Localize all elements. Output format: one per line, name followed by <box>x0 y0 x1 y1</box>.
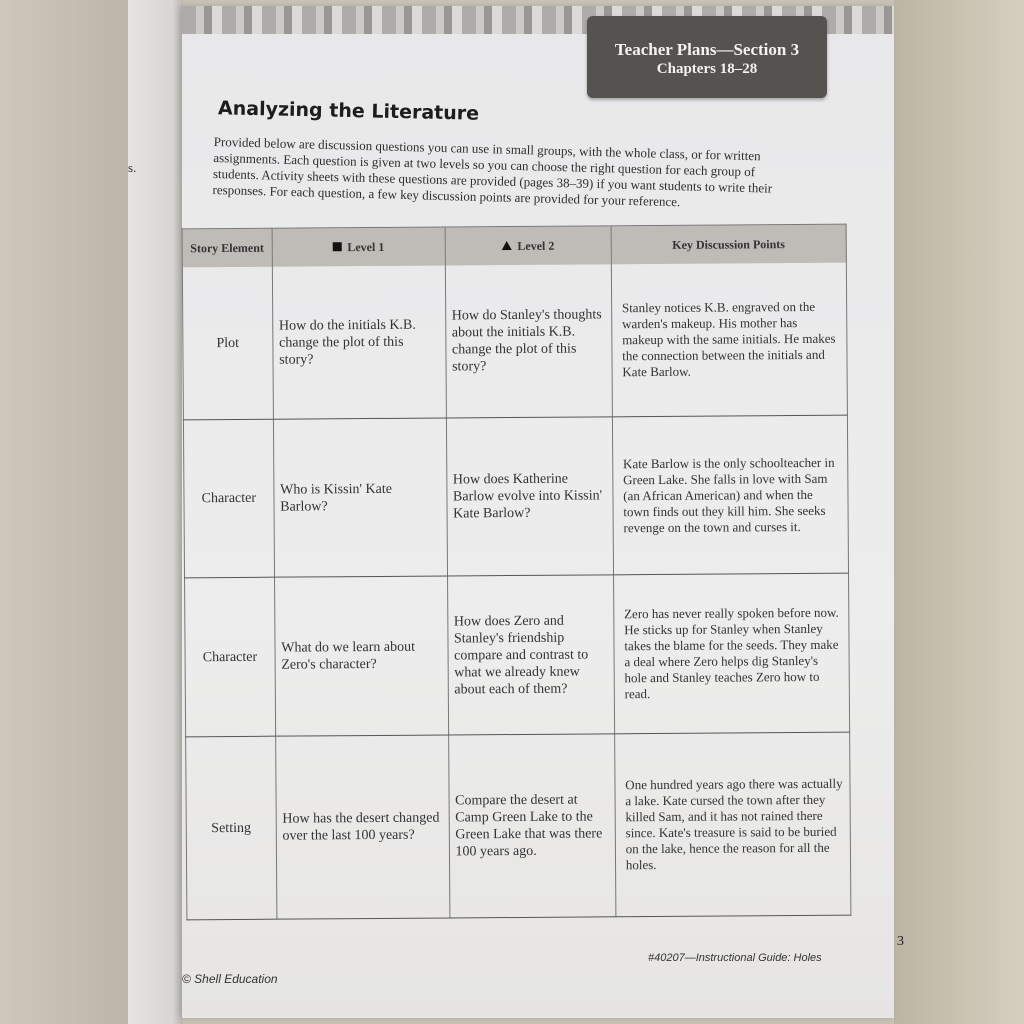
level-2-question: How do Stanley's thoughts about the initials K.B. change the plot of this story? <box>445 264 612 418</box>
level-1-question: What do we learn about Zero's character? <box>274 576 448 736</box>
level-1-question: How do the initials K.B. change the plot of this story? <box>272 265 446 419</box>
table-row <box>183 415 848 578</box>
page-number: 3 <box>897 934 904 949</box>
background-right <box>894 0 1024 1024</box>
story-element-cell: Character <box>185 577 276 737</box>
level-1-question: How has the desert changed over the last 100 years? <box>275 735 449 919</box>
square-icon <box>332 242 341 251</box>
key-discussion-points: Kate Barlow is the only schoolteacher in Green Lake. She falls in love with Sam (an African American) and when the town finds out they kill him. She seeks revenge on the town and curses it. <box>612 415 848 575</box>
page-title: Analyzing the Literature <box>217 97 480 125</box>
header-level-1-label: Level 1 <box>347 239 385 254</box>
book-page <box>182 6 904 1018</box>
table-header-row <box>182 224 846 267</box>
header-key-points: Key Discussion Points <box>611 224 846 264</box>
previous-page-fragment: s. <box>128 160 137 175</box>
key-discussion-points: One hundred years ago there was actually a lake. Kate cursed the town after they killed Sam, and it has not rained there since. Kate's treasure is said to be buried on the lake, hence the reason for all the holes. <box>614 732 850 917</box>
level-2-question: How does Zero and Stanley's friendship compare and contrast to what we already knew about each of them? <box>447 575 614 735</box>
story-element-cell: Plot <box>182 267 273 420</box>
discussion-table <box>182 224 852 921</box>
section-tab-title: Teacher Plans—Section 3 <box>614 40 800 59</box>
triangle-icon <box>501 241 511 250</box>
level-2-question: Compare the desert at Camp Green Lake to the Green Lake that was there 100 years ago. <box>448 734 616 918</box>
story-element-cell: Setting <box>186 736 277 920</box>
table-row <box>185 573 850 737</box>
key-discussion-points: Stanley notices K.B. engraved on the warden's makeup. His mother has makeup with the same initials. He makes the connection between the initials and Kate Barlow. <box>611 263 847 417</box>
background-left <box>0 0 128 1024</box>
table-row <box>186 732 851 920</box>
section-tab-chapters: Chapters 18–28 <box>656 61 758 77</box>
header-story-element: Story Element <box>182 228 272 267</box>
header-level-2 <box>445 226 612 266</box>
intro-paragraph: Provided below are discussion questions you can use in small groups, with the whole class, or for written assignments. Each question is given at two levels so you can choose the right question for each group of students. Activity sheets with these questions are provided (pages 38–39) if you want students to write their responses. For each question, a few key discussion points are provided for your reference. <box>212 134 773 210</box>
section-tab <box>587 16 827 98</box>
discussion-table-container <box>182 224 852 921</box>
header-level-2-label: Level 2 <box>517 238 555 253</box>
table-row <box>182 263 847 420</box>
previous-page-edge <box>128 0 183 1024</box>
story-element-cell: Character <box>183 419 274 578</box>
key-discussion-points: Zero has never really spoken before now. He sticks up for Stanley when Stanley takes the blame for the seeds. They make a deal where Zero helps dig Stanley's hole and Stanley teaches Zero how to read. <box>613 573 849 734</box>
level-1-question: Who is Kissin' Kate Barlow? <box>273 418 447 577</box>
guide-title: #40207—Instructional Guide: Holes <box>648 952 822 964</box>
level-2-question: How does Katherine Barlow evolve into Kissin' Kate Barlow? <box>446 417 613 576</box>
header-level-1 <box>272 227 445 267</box>
publisher-credit: © Shell Education <box>182 972 278 986</box>
